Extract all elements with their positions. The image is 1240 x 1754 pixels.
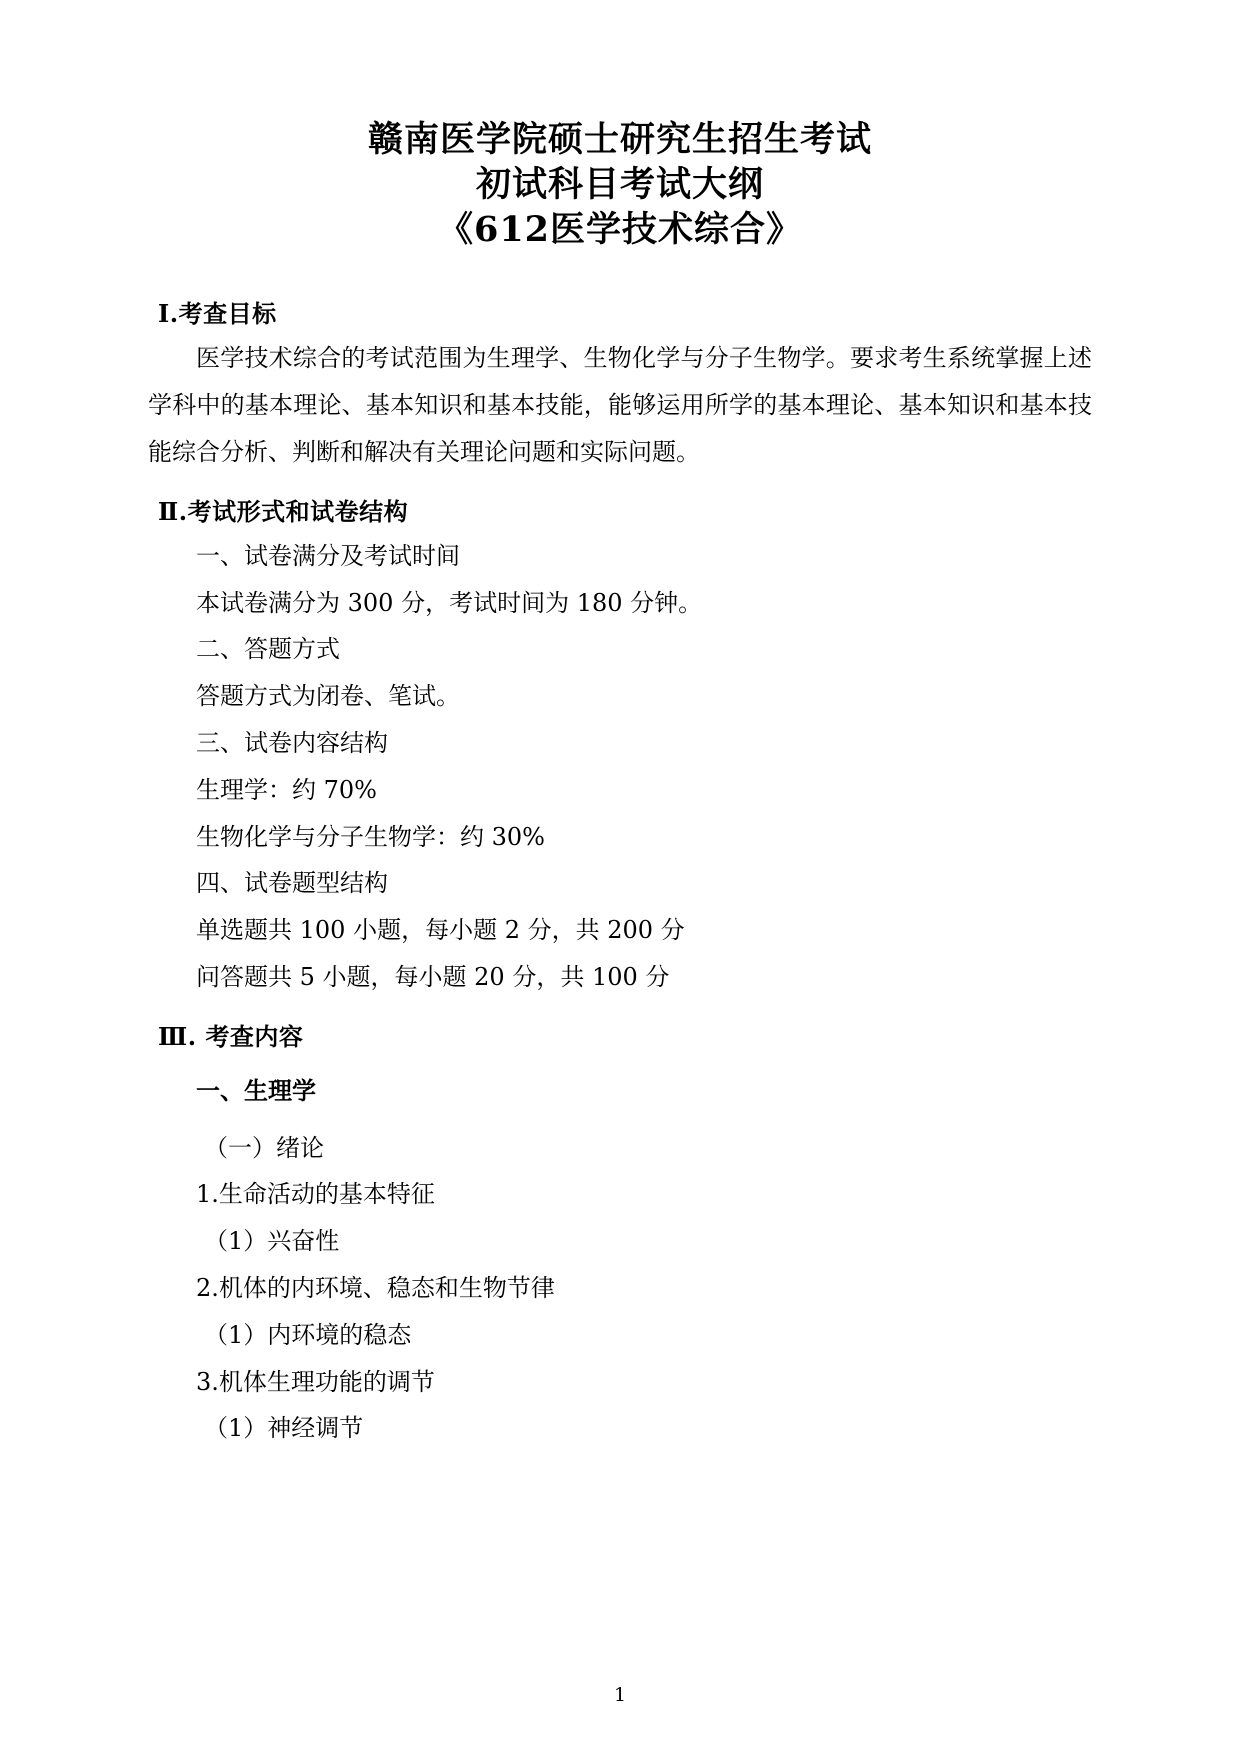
outline-item: 2.机体的内环境、稳态和生物节律 <box>196 1273 555 1302</box>
list-item: 问答题共 5 小题，每小题 20 分，共 100 分 <box>196 962 670 991</box>
list-item: 生理学：约 70% <box>196 775 377 804</box>
list-item: 本试卷满分为 300 分，考试时间为 180 分钟。 <box>196 588 703 617</box>
spacer <box>148 1058 1092 1068</box>
outline-item: 1.生命活动的基本特征 <box>196 1180 435 1209</box>
title-line-3: 《612医学技术综合》 <box>437 208 803 250</box>
list-item: 四、试卷题型结构 <box>196 869 388 898</box>
page-number: 1 <box>613 1684 627 1706</box>
outline-item: （1）神经调节 <box>204 1414 364 1443</box>
subsection-heading: 一、生理学 <box>196 1075 316 1105</box>
outline-item: （1）内环境的稳态 <box>204 1320 412 1349</box>
list-item: 生物化学与分子生物学：约 30% <box>196 822 545 851</box>
list-item: 二、答题方式 <box>196 635 340 664</box>
outline-item: （1）兴奋性 <box>204 1227 340 1256</box>
section-heading-1: Ⅰ.考查目标 <box>158 299 277 329</box>
title-line-2: 初试科目考试大纲 <box>475 163 764 205</box>
section-heading-3: Ⅲ. 考查内容 <box>158 1021 304 1051</box>
list-item: 一、试卷满分及考试时间 <box>196 541 460 570</box>
outline-item: 3.机体生理功能的调节 <box>196 1367 435 1396</box>
list-item: 答题方式为闭卷、笔试。 <box>196 682 460 711</box>
list-item: 单选题共 100 小题，每小题 2 分，共 200 分 <box>196 916 685 945</box>
title-line-1: 赣南医学院硕士研究生招生考试 <box>367 119 872 160</box>
list-item: 三、试卷内容结构 <box>196 728 388 757</box>
outline-item: （一）绪论 <box>204 1133 324 1162</box>
section-heading-2: Ⅱ.考试形式和试卷结构 <box>158 496 409 526</box>
document-title <box>148 118 1092 252</box>
section-1-paragraph: 医学技术综合的考试范围为生理学、生物化学与分子生物学。要求考生系统掌握上述学科中的基本理论、基本知识和基本技能，能够运用所学的基本理论、基本知识和基本技能综合分析、判断和解决有关理论问题和实际问题。 <box>148 344 1092 466</box>
spacer <box>148 1115 1092 1125</box>
